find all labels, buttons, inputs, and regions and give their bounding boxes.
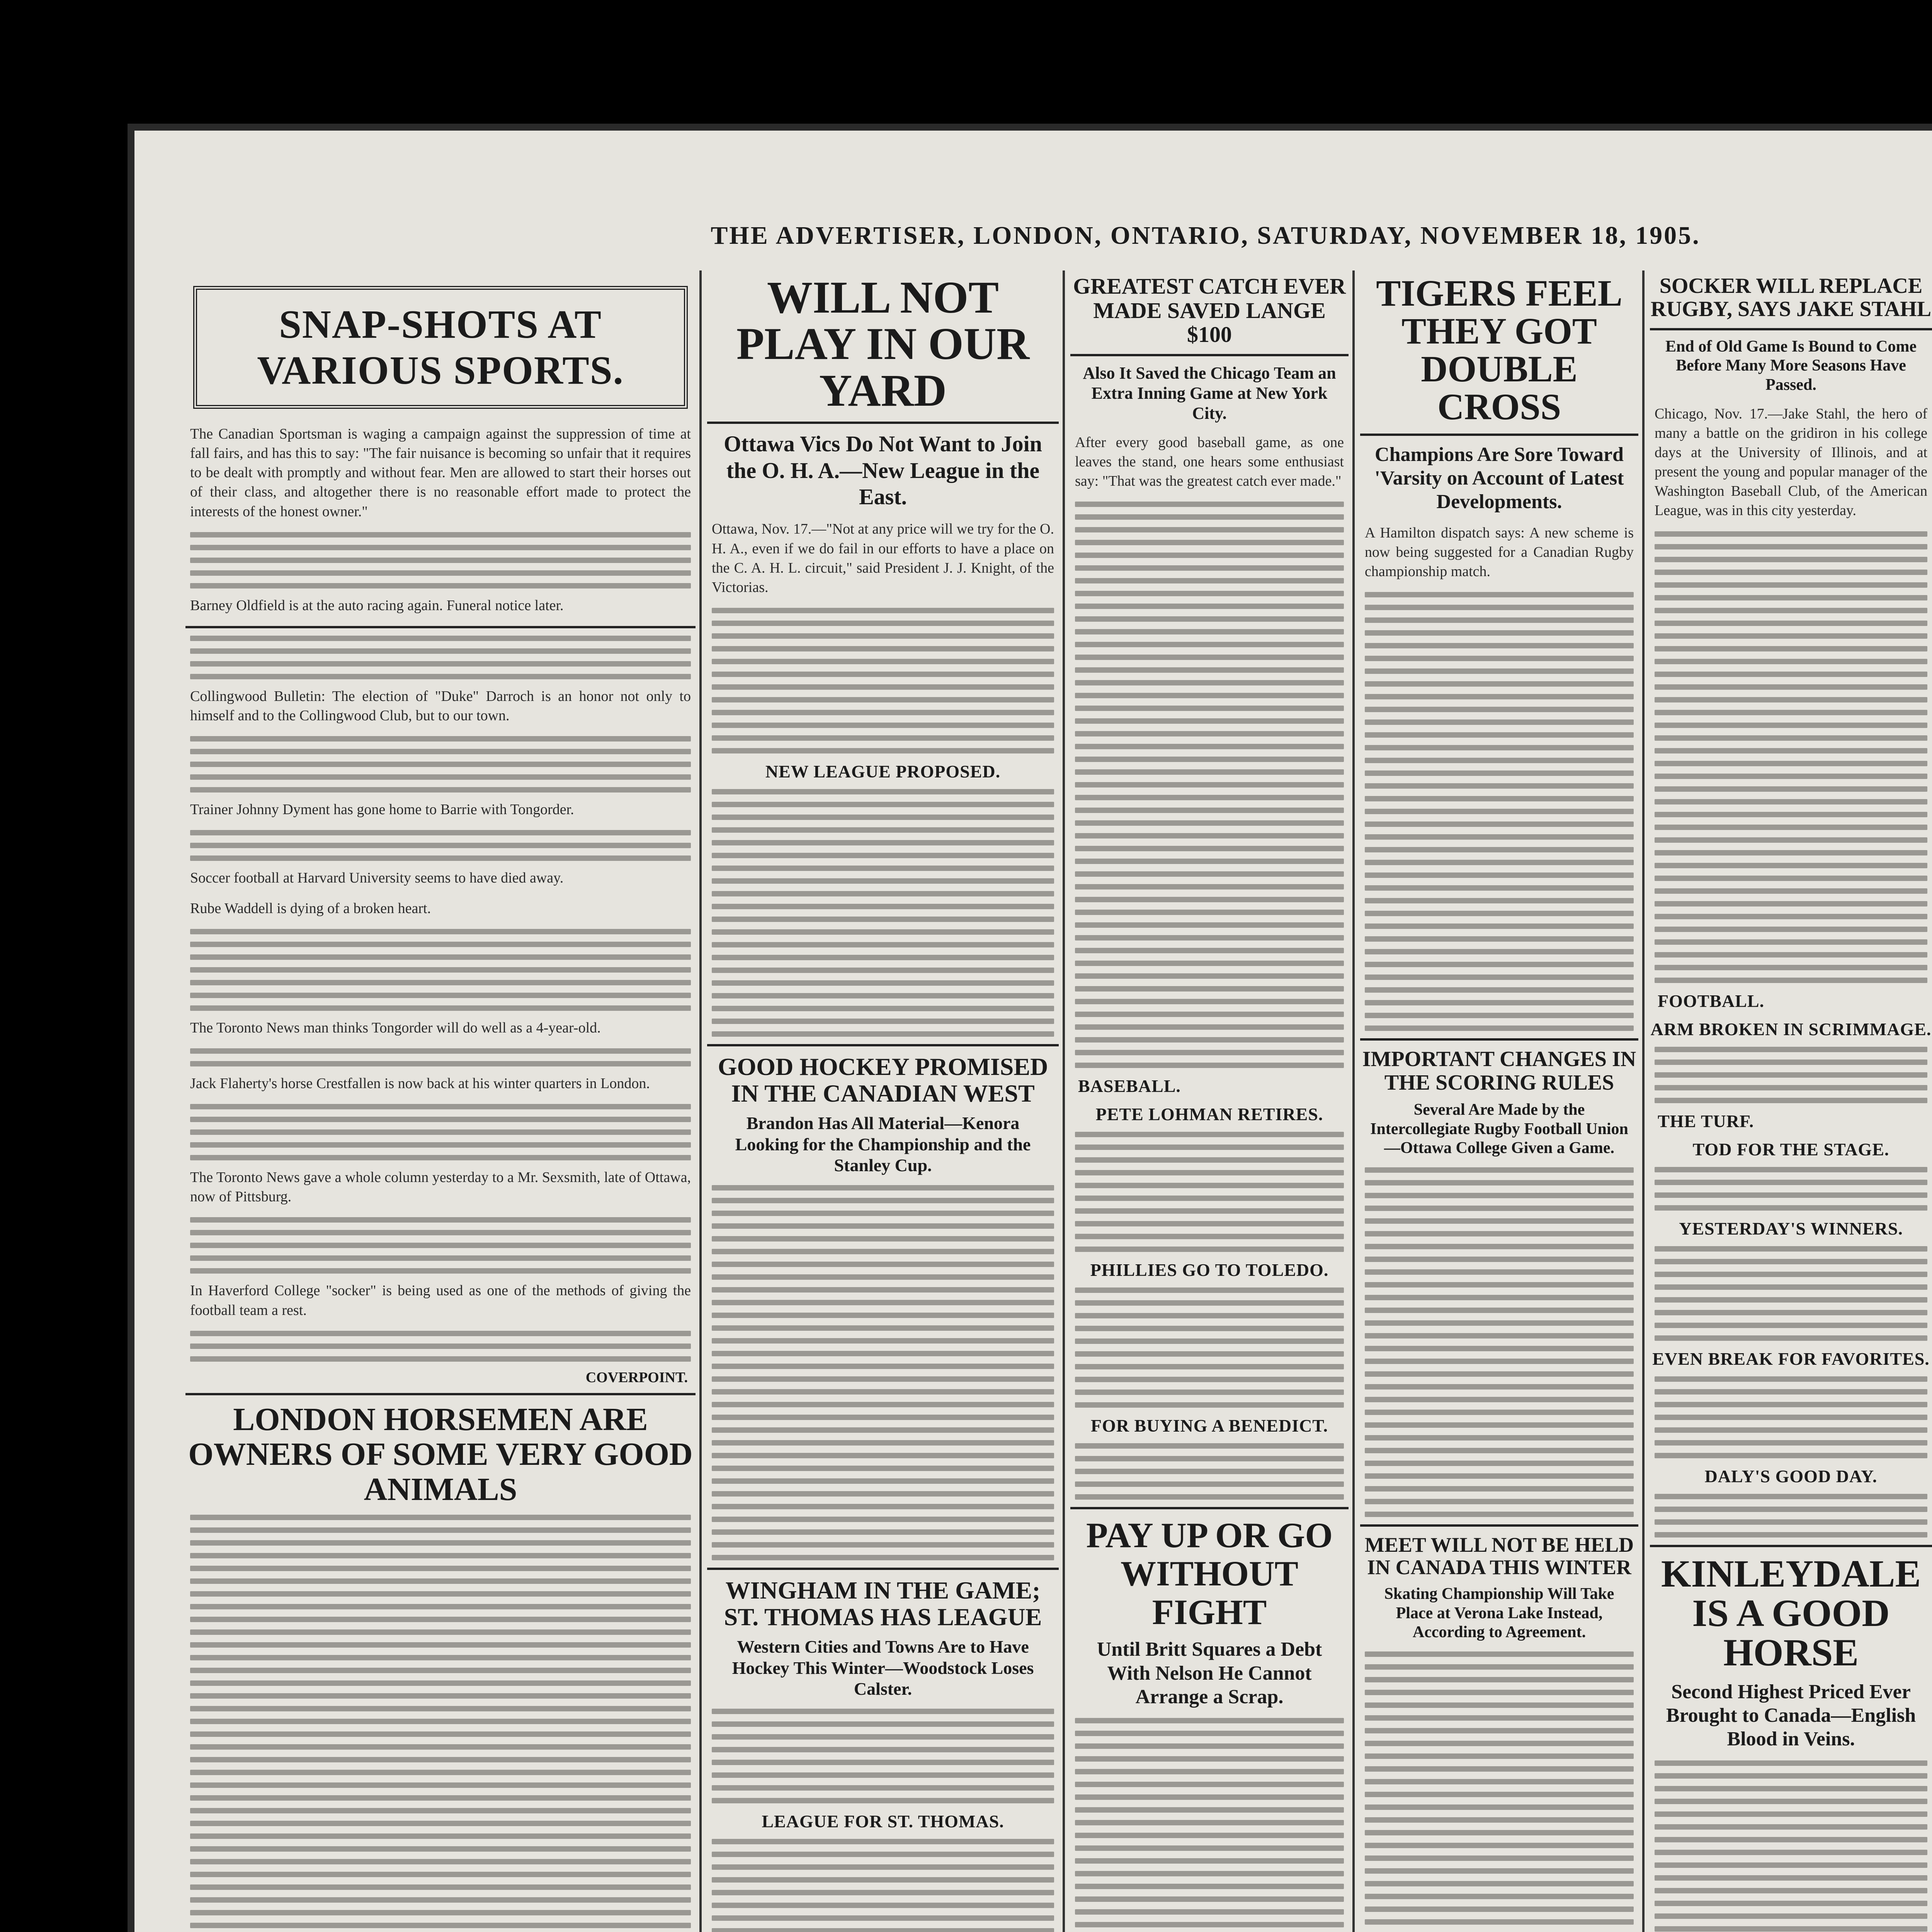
even-break-head: EVEN BREAK FOR FAVORITES. — [1652, 1349, 1930, 1369]
column-rule — [1642, 270, 1645, 1932]
snapshot-item: The Toronto News gave a whole column yesterday to a Mr. Sexsmith, late of Ottawa, now of Pittsburg. — [190, 1169, 691, 1205]
scoring-rules-headline: IMPORTANT CHANGES IN THE SCORING RULES — [1362, 1047, 1636, 1095]
pay-up-headline: PAY UP OR GO WITHOUT FIGHT — [1086, 1515, 1333, 1632]
text-block — [1360, 1651, 1638, 1932]
pay-up-subhead: Until Britt Squares a Debt With Nelson He Cannot Arrange a Scrap. — [1097, 1638, 1322, 1708]
text-block — [1070, 1132, 1349, 1252]
text-block — [707, 789, 1059, 1037]
wingham-headline: WINGHAM IN THE GAME; ST. THOMAS HAS LEAGUE — [724, 1577, 1042, 1631]
divider — [707, 422, 1059, 424]
socker-lead: Chicago, Nov. 17.—Jake Stahl, the hero of many a battle on the gridiron in his college days at the University of Illinois, and at present the young and popular manager of the Washington Baseball Club, of the American League, was in this city yesterday. — [1655, 405, 1927, 519]
new-league-head: NEW LEAGUE PROPOSED. — [765, 762, 1001, 782]
divider — [1070, 354, 1349, 356]
text-block — [1070, 1718, 1349, 1932]
snapshot-item: In Haverford College "socker" is being used as one of the methods of giving the football team a rest. — [190, 1282, 691, 1318]
masthead — [128, 213, 1932, 259]
column-2 — [707, 270, 1059, 1932]
text-block — [1650, 1047, 1932, 1103]
wingham-subhead: Western Cities and Towns Are to Have Hockey This Winter—Woodstock Loses Calster. — [732, 1637, 1034, 1699]
text-block — [707, 1709, 1059, 1803]
arm-broken-head: ARM BROKEN IN SCRIMMAGE. — [1650, 1019, 1932, 1039]
hockey-promised-subhead: Brandon Has All Material—Kenora Looking for the Championship and the Stanley Cup. — [735, 1113, 1031, 1175]
tigers-lead: A Hamilton dispatch says: A new scheme is now being suggested for a Canadian Rugby championship match. — [1365, 524, 1634, 580]
snapshot-item: Soccer football at Harvard University seems to have died away. — [190, 870, 564, 886]
snapshots-lead: The Canadian Sportsman is waging a campaign against the suppression of time at fall fairs, and has this to say: "The fair nuisance is becoming so unfair that it requires to be dealt with promptly and without fear. Men are allowed to start their horses out of their class, and altogether there is no reasonable effort made to protect the interests of the honest owner." — [190, 426, 691, 520]
text-block — [1070, 502, 1349, 1068]
lohman-head: PETE LOHMAN RETIRES. — [1095, 1104, 1323, 1124]
text-block — [185, 736, 696, 793]
snapshot-item: Rube Waddell is dying of a broken heart. — [190, 900, 431, 917]
text-block — [1360, 592, 1638, 1031]
text-block — [185, 1331, 696, 1362]
divider — [707, 1568, 1059, 1570]
meet-headline: MEET WILL NOT BE HELD IN CANADA THIS WINTER — [1364, 1533, 1634, 1579]
text-block — [1070, 1287, 1349, 1408]
text-block — [185, 636, 696, 679]
column-rule — [1063, 270, 1065, 1932]
text-block — [707, 1839, 1059, 1932]
meet-subhead: Skating Championship Will Take Place at Verona Lake Instead, According to Agreement. — [1384, 1585, 1614, 1641]
divider — [1070, 1507, 1349, 1509]
divider — [1360, 1524, 1638, 1527]
text-block — [707, 608, 1059, 753]
snapshot-item: Collingwood Bulletin: The election of "Duke" Darroch is an honor not only to himself and to the Collingwood Club, but to our town. — [190, 688, 691, 724]
scoring-rules-subhead: Several Are Made by the Intercollegiate Rugby Football Union—Ottawa College Given a Game. — [1370, 1101, 1628, 1157]
phillies-head: PHILLIES GO TO TOLEDO. — [1090, 1260, 1329, 1280]
text-block — [1650, 1167, 1932, 1211]
column-4 — [1360, 270, 1638, 1932]
divider — [707, 1044, 1059, 1046]
text-block — [185, 1217, 696, 1274]
snapshot-item: The Toronto News man thinks Tongorder will do well as a 4-year-old. — [190, 1019, 601, 1036]
text-block — [1650, 1376, 1932, 1458]
column-3 — [1070, 270, 1349, 1932]
text-block — [185, 1104, 696, 1160]
masthead-text: THE ADVERTISER, LONDON, ONTARIO, SATURDAY, NOVEMBER 18, 1905. — [711, 221, 1701, 250]
author-credit: COVERPOINT. — [585, 1369, 688, 1386]
divider — [1650, 328, 1932, 330]
hockey-promised-headline: GOOD HOCKEY PROMISED IN THE CANADIAN WEST — [718, 1053, 1048, 1107]
column-rule — [1352, 270, 1355, 1932]
text-block — [185, 532, 696, 588]
text-block — [1650, 1760, 1932, 1932]
column-5 — [1650, 270, 1932, 1932]
dalys-day-head: DALY'S GOOD DAY. — [1704, 1466, 1878, 1486]
kinleydale-subhead: Second Highest Priced Ever Brought to Canada—English Blood in Veins. — [1666, 1680, 1916, 1750]
divider — [1360, 434, 1638, 436]
text-block — [1650, 531, 1932, 983]
turf-label: THE TURF. — [1658, 1111, 1754, 1131]
yesterdays-winners-head: YESTERDAY'S WINNERS. — [1679, 1218, 1903, 1238]
column-1 — [185, 270, 696, 1932]
greatest-catch-subhead: Also It Saved the Chicago Team an Extra Inning Game at New York City. — [1083, 363, 1336, 423]
greatest-catch-headline: GREATEST CATCH EVER MADE SAVED LANGE $100 — [1073, 274, 1346, 347]
kinleydale-headline: KINLEYDALE IS A GOOD HORSE — [1661, 1552, 1921, 1674]
socker-headline: SOCKER WILL REPLACE RUGBY, SAYS JAKE STAHL — [1650, 274, 1932, 321]
text-block — [1360, 1167, 1638, 1517]
text-block — [185, 1048, 696, 1066]
text-block — [185, 1515, 696, 1932]
text-block — [1070, 1443, 1349, 1500]
greatest-catch-lead: After every good baseball game, as one leaves the stand, one hears some enthusiast say: "That was the greatest catch ever made." — [1075, 434, 1344, 489]
snapshot-item: Jack Flaherty's horse Crestfallen is now back at his winter quarters in London. — [190, 1075, 650, 1092]
snapshot-item: Barney Oldfield is at the auto racing again. Funeral notice later. — [190, 597, 564, 614]
text-block — [1650, 1246, 1932, 1341]
divider — [185, 1393, 696, 1395]
socker-subhead: End of Old Game Is Bound to Come Before Many More Seasons Have Passed. — [1665, 337, 1917, 394]
tigers-headline: TIGERS FEEL THEY GOT DOUBLE CROSS — [1376, 272, 1622, 427]
will-not-play-lead: Ottawa, Nov. 17.—"Not at any price will we try for the O. H. A., even if we do fail in our efforts to have a place on the C. A. H. L. circuit," said President J. J. Knight, of the Victorias. — [712, 521, 1054, 595]
divider — [1650, 1545, 1932, 1547]
text-block — [707, 1185, 1059, 1560]
newspaper-page — [128, 124, 1932, 1932]
baseball-label: BASEBALL. — [1078, 1076, 1181, 1096]
snapshot-item: Trainer Johnny Dyment has gone home to Barrie with Tongorder. — [190, 801, 574, 818]
will-not-play-subhead: Ottawa Vics Do Not Want to Join the O. H. A.—New League in the East. — [724, 431, 1042, 509]
text-block — [185, 830, 696, 861]
column-rule — [699, 270, 702, 1932]
divider — [1360, 1038, 1638, 1041]
divider — [185, 626, 696, 628]
text-block — [185, 929, 696, 1011]
tigers-subhead: Champions Are Sore Toward 'Varsity on Account of Latest Developments. — [1374, 443, 1624, 513]
snapshots-headline: SNAP-SHOTS AT VARIOUS SPORTS. — [193, 286, 688, 409]
horsemen-headline: LONDON HORSEMEN ARE OWNERS OF SOME VERY GOOD ANIMALS — [188, 1401, 693, 1508]
st-thomas-league-head: LEAGUE FOR ST. THOMAS. — [762, 1811, 1004, 1832]
football-label: FOOTBALL. — [1658, 991, 1765, 1011]
benedict-head: FOR BUYING A BENEDICT. — [1090, 1416, 1328, 1436]
will-not-play-headline: WILL NOT PLAY IN OUR YARD — [736, 272, 1030, 416]
text-block — [1650, 1494, 1932, 1537]
tod-stage-head: TOD FOR THE STAGE. — [1692, 1139, 1889, 1159]
